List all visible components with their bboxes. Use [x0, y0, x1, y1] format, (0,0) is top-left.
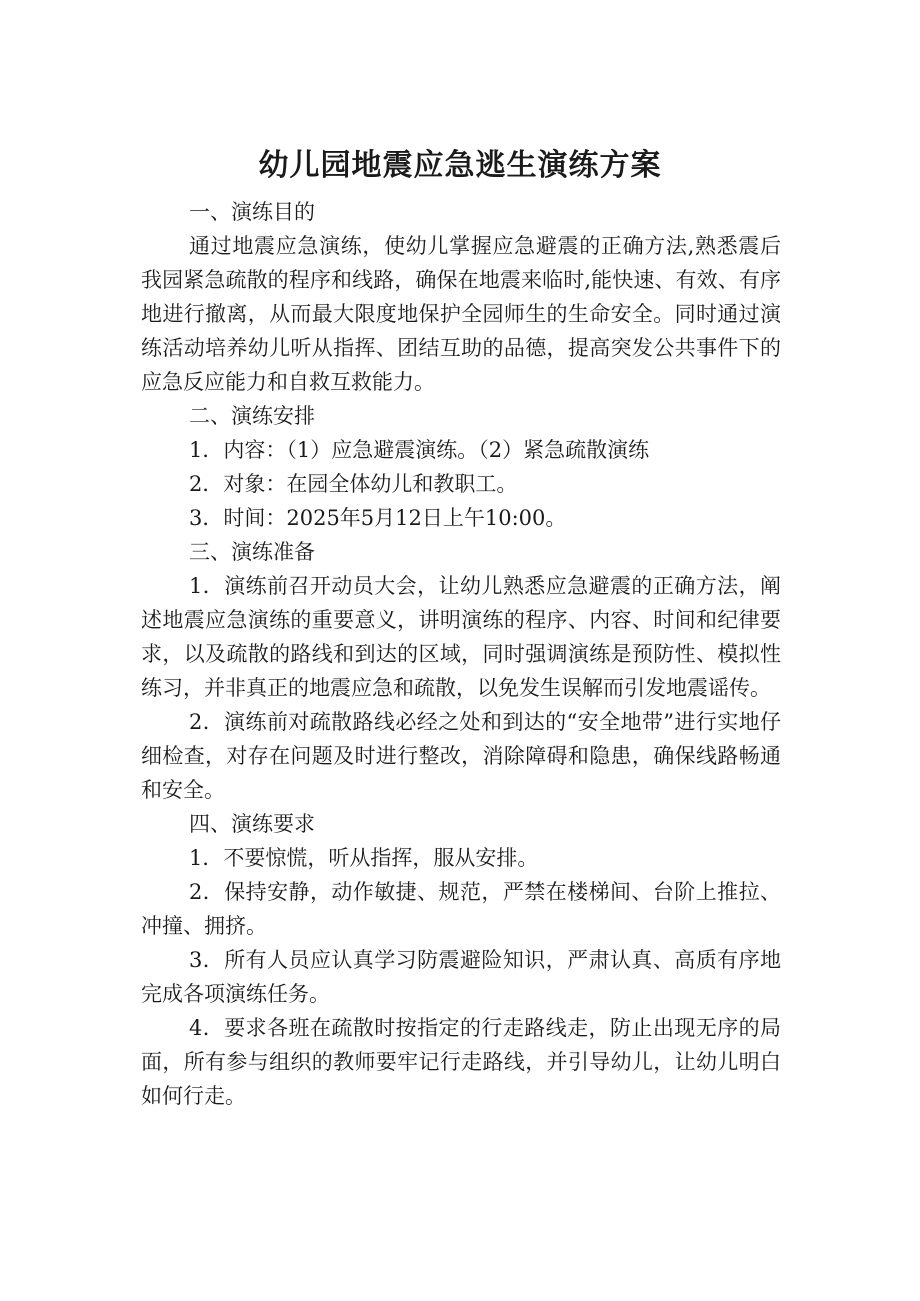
section-heading: 一、演练目的: [189, 200, 315, 224]
paragraph: 4．要求各班在疏散时按指定的行走路线走，防止出现无序的局面，所有参与组织的教师要牢记行走路线，并引导幼儿，让幼儿明白如何行走。: [141, 1016, 781, 1108]
paragraph: 2．演练前对疏散路线必经之处和到达的“安全地带”进行实地仔细检查，对存在问题及时进行整改，消除障碍和隐患，确保线路畅通和安全。: [141, 710, 781, 802]
section-requirements: [141, 807, 781, 1113]
paragraph: 2．保持安静，动作敏捷、规范，严禁在楼梯间、台阶上推拉、冲撞、拥挤。: [141, 880, 781, 938]
section-heading: 二、演练安排: [189, 404, 315, 428]
list-item: 2．对象：在园全体幼儿和教职工。: [189, 472, 518, 496]
document-body: [141, 195, 781, 1113]
document-title: 幼儿园地震应急逃生演练方案: [258, 148, 662, 183]
list-item: 3．时间：2025年5月12日上午10:00。: [189, 506, 567, 530]
paragraph: 3．所有人员应认真学习防震避险知识，严肃认真、高质有序地完成各项演练任务。: [141, 948, 781, 1006]
section-heading: 四、演练要求: [189, 812, 315, 836]
paragraph: 通过地震应急演练，使幼儿掌握应急避震的正确方法,熟悉震后我园紧急疏散的程序和线路，确保在地震来临时,能快速、有效、有序地进行撤离，从而最大限度地保护全园师生的生命安全。同时通过演练活动培养幼儿听从指挥、团结互助的品德，提高突发公共事件下的应急反应能力和自救互救能力。: [141, 234, 781, 394]
section-arrangement: [141, 399, 781, 535]
paragraph: 1．演练前召开动员大会，让幼儿熟悉应急避震的正确方法，阐述地震应急演练的重要意义，讲明演练的程序、内容、时间和纪律要求，以及疏散的路线和到达的区域，同时强调演练是预防性、模拟性练习，并非真正的地震应急和疏散，以免发生误解而引发地震谣传。: [141, 574, 781, 700]
list-item: 1．内容：（1）应急避震演练。（2）紧急疏散演练: [189, 438, 650, 462]
section-heading: 三、演练准备: [189, 540, 315, 564]
paragraph: 1．不要惊慌，听从指挥，服从安排。: [189, 846, 539, 870]
section-preparation: [141, 535, 781, 807]
section-purpose: [141, 195, 781, 399]
